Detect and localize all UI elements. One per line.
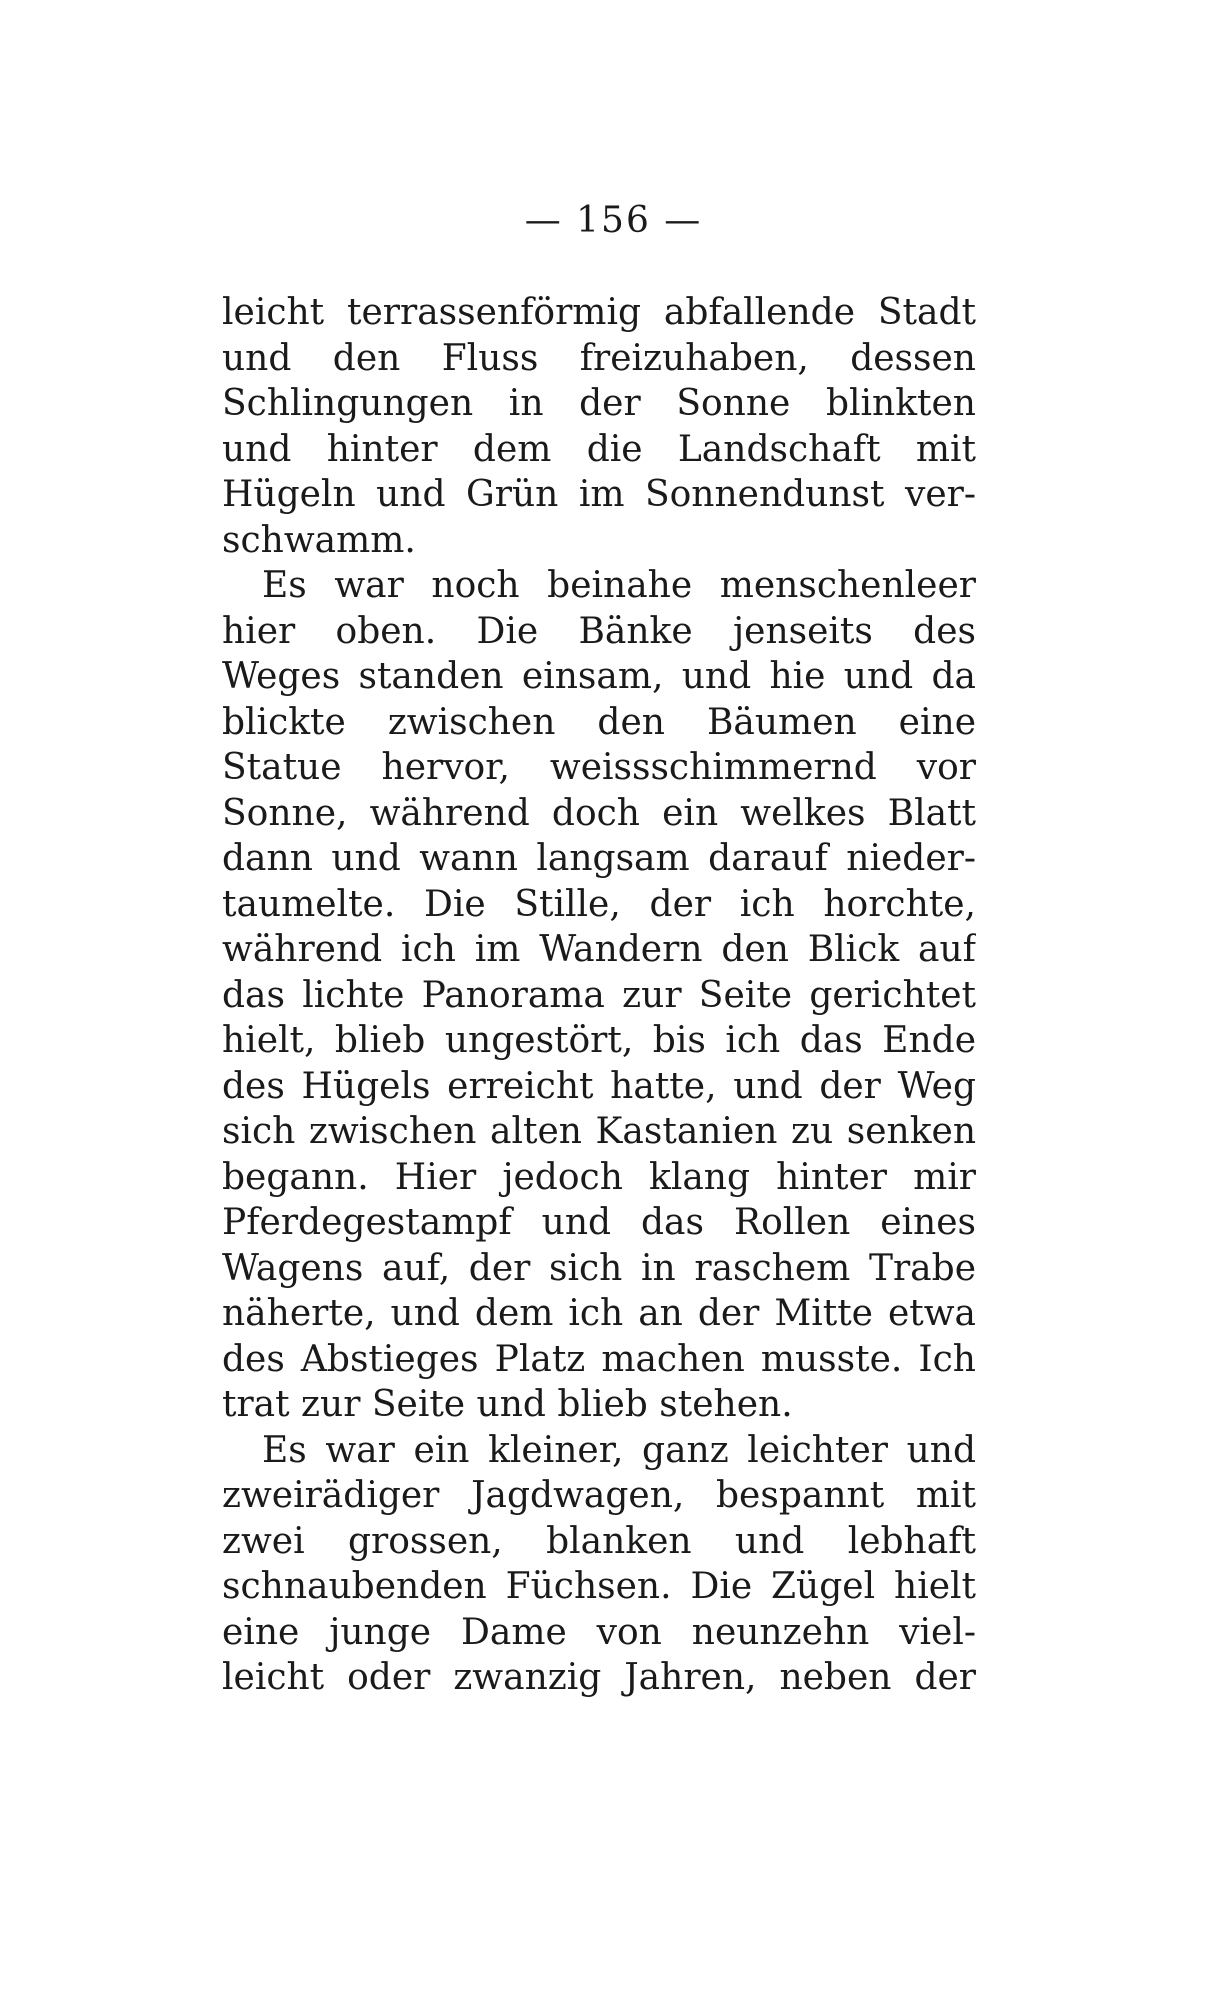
text-line: leicht oder zwanzig Jahren, neben der <box>222 1657 976 1698</box>
text-line: Statue hervor, weissschimmernd vor <box>222 747 976 788</box>
text-line: Wagens auf, der sich in raschem Trabe <box>222 1247 976 1289</box>
text-line: und den Fluss freizuhaben, dessen <box>222 337 976 379</box>
text-line: des Abstieges Platz machen musste. Ich <box>222 1338 976 1380</box>
text-line: schnaubenden Füchsen. Die Zügel hielt <box>222 1566 976 1607</box>
text-line: trat zur Seite und blieb stehen. <box>222 1384 793 1425</box>
text-line: schwamm. <box>222 519 416 561</box>
page-number: — 156 — <box>524 200 703 241</box>
text-line: das lichte Panorama zur Seite gerichtet <box>222 974 976 1016</box>
text-line: blickte zwischen den Bäumen eine <box>222 701 976 743</box>
text-line: während ich im Wandern den Blick auf <box>222 929 976 970</box>
text-line: Pferdegestampf und das Rollen eines <box>222 1202 976 1243</box>
text-line: Schlingungen in der Sonne blinkten <box>222 383 976 424</box>
text-line: und hinter dem die Landschaft mit <box>222 428 976 470</box>
body-text <box>222 290 976 1701</box>
text-line: begann. Hier jedoch klang hinter mir <box>222 1156 976 1198</box>
text-line: Es war ein kleiner, ganz leichter und <box>262 1429 976 1471</box>
text-line: näherte, und dem ich an der Mitte etwa <box>222 1293 976 1334</box>
text-line: des Hügels erreicht hatte, und der Weg <box>222 1065 976 1107</box>
text-line: Es war noch beinahe menschenleer <box>262 565 976 606</box>
text-line: leicht terrassenförmig abfallende Stadt <box>222 292 976 333</box>
text-line: hier oben. Die Bänke jenseits des <box>222 610 976 652</box>
text-line: zweirädiger Jagdwagen, bespannt mit <box>222 1475 976 1516</box>
text-line: zwei grossen, blanken und lebhaft <box>222 1520 976 1562</box>
text-line: eine junge Dame von neunzehn viel- <box>222 1611 976 1653</box>
text-line: Weges standen einsam, und hie und da <box>222 656 976 697</box>
text-line: sich zwischen alten Kastanien zu senken <box>222 1111 976 1152</box>
text-line: hielt, blieb ungestört, bis ich das Ende <box>222 1020 976 1061</box>
text-line: Hügeln und Grün im Sonnendunst ver- <box>222 474 976 515</box>
text-line: dann und wann langsam darauf nieder- <box>222 838 976 879</box>
text-line: taumelte. Die Stille, der ich horchte, <box>222 883 976 925</box>
text-line: Sonne, während doch ein welkes Blatt <box>222 792 976 834</box>
